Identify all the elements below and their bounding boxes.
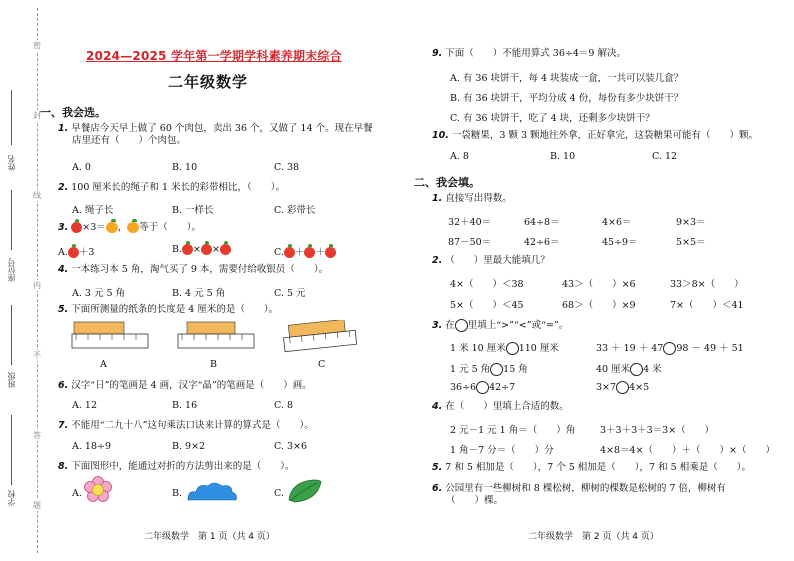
- compare-item[interactable]: 40 厘米 4 米: [596, 364, 662, 375]
- page-footer-2: 二年级数学 第 2 页（共 4 页）: [528, 532, 659, 542]
- calc-item[interactable]: 64÷8＝: [524, 217, 560, 228]
- apple-icon: [71, 222, 82, 233]
- leaf-icon: [287, 478, 323, 504]
- question-10: 10. 一袋糖果，3 颗 3 颗地往外拿，正好拿完，这袋糖果可能有（ ）颗。: [432, 130, 759, 141]
- q1-option-c[interactable]: C. 38: [274, 162, 300, 173]
- flower-icon: [84, 476, 112, 504]
- page-footer-1: 二年级数学 第 1 页（共 4 页）: [144, 532, 275, 542]
- q9-option-a[interactable]: A. 有 36 块饼干，每 4 块装成一盒，一共可以装几盒？: [450, 73, 684, 84]
- name-blank[interactable]: [11, 90, 12, 145]
- calc-item[interactable]: 32＋40＝: [448, 217, 492, 228]
- exam-subtitle: 二年级数学: [168, 73, 249, 91]
- fill-question-1: 1. 直接写出得数。: [432, 193, 512, 204]
- seal-char: 内: [33, 281, 41, 290]
- q7-option-b[interactable]: B. 9×2: [172, 441, 206, 452]
- apple-icon: [284, 247, 295, 258]
- question-1: 1. 早餐店今天早上做了 60 个肉包，卖出 36 个，又做了 14 个。现在早餐 店里还有（ ）个肉包。: [58, 123, 373, 146]
- inequality-item[interactable]: 5×（ ）＜45: [450, 300, 524, 311]
- compare-circle[interactable]: [506, 342, 519, 355]
- fill-item[interactable]: 1 角－7 分＝（ ）分: [450, 445, 554, 456]
- q4-option-c[interactable]: C. 5 元: [274, 288, 306, 299]
- ruler-c-figure: [282, 320, 356, 352]
- compare-circle-icon: [455, 319, 468, 332]
- seal-char: 线: [33, 191, 41, 200]
- cloud-icon: [184, 480, 240, 504]
- school-label: 学校: [7, 490, 16, 506]
- question-6: 6. 汉字“日”的笔画是 4 画，汉字“晶”的笔画是（ ）画。: [58, 380, 312, 391]
- question-2: 2. 100 厘米长的绳子和 1 米长的彩带相比，（ ）。: [58, 182, 286, 193]
- compare-item[interactable]: 1 米 10 厘米 110 厘米: [450, 343, 559, 354]
- q1-option-a[interactable]: A. 0: [72, 162, 91, 173]
- compare-item[interactable]: 36÷6 42÷7: [450, 382, 516, 393]
- class-blank[interactable]: [11, 305, 12, 365]
- q5-option-a[interactable]: A: [100, 359, 107, 370]
- apple-icon: [182, 244, 193, 255]
- fill-question-2: 2. （ ）里最大能填几？: [432, 255, 550, 266]
- seal-char: 封: [33, 111, 41, 120]
- seal-char: 题: [33, 501, 41, 510]
- q10-option-b[interactable]: B. 10: [550, 151, 576, 162]
- name-label: 姓名: [7, 155, 16, 171]
- q6-option-c[interactable]: C. 8: [274, 400, 294, 411]
- fill-item[interactable]: 3＋3＋3＋3＝3×（ ）: [600, 425, 715, 436]
- orange-icon: [106, 222, 118, 233]
- section-2-heading: 二、我会填。: [414, 176, 480, 189]
- question-5: 5. 下面所测量的纸条的长度是 4 厘米的是（ ）。: [58, 304, 279, 315]
- inequality-item[interactable]: 7×（ ）＜41: [670, 300, 744, 311]
- fill-item[interactable]: 4×8＝4×（ ）＋（ ）×（ ）: [600, 445, 776, 456]
- seal-char: 密: [33, 41, 41, 50]
- compare-circle[interactable]: [630, 363, 643, 376]
- q2-option-b[interactable]: B. 一样长: [172, 205, 214, 216]
- exam-title: 2024—2025 学年第一学期学科素养期末综合: [86, 49, 342, 63]
- orange-icon: [127, 222, 139, 233]
- calc-item[interactable]: 4×6＝: [602, 217, 632, 228]
- compare-circle[interactable]: [663, 342, 676, 355]
- q10-option-c[interactable]: C. 12: [652, 151, 678, 162]
- compare-circle[interactable]: [476, 381, 489, 394]
- school-blank[interactable]: [11, 415, 12, 485]
- q7-option-c[interactable]: C. 3×6: [274, 441, 308, 452]
- q2-option-c[interactable]: C. 彩带长: [274, 205, 316, 216]
- q3-option-c[interactable]: C. ＋ ＋: [274, 244, 336, 258]
- q8-option-c[interactable]: C.: [274, 488, 284, 499]
- question-4: 4. 一本练习本 5 角，淘气买了 9 本，需要付给收银员（ ）。: [58, 264, 329, 275]
- apple-icon: [325, 247, 336, 258]
- q3-option-b[interactable]: B. × ×: [172, 244, 231, 255]
- ruler-a-figure: [72, 322, 148, 348]
- calc-item[interactable]: 45÷9＝: [602, 237, 638, 248]
- question-3: 3. ×3＝ ， 等于（ ）。: [58, 222, 202, 233]
- q4-option-a[interactable]: A. 3 元 5 角: [72, 288, 126, 299]
- q1-option-b[interactable]: B. 10: [172, 162, 198, 173]
- fill-question-5: 5. 7 和 5 相加是（ ），7 个 5 相加是（ ），7 和 5 相乘是（ ）。: [432, 462, 751, 473]
- compare-item[interactable]: 1 元 5 角 15 角: [450, 364, 528, 375]
- calc-item[interactable]: 5×5＝: [676, 237, 706, 248]
- apple-icon: [68, 247, 79, 258]
- inequality-item[interactable]: 68＞（ ）×9: [562, 300, 636, 311]
- calc-item[interactable]: 42÷6＝: [524, 237, 560, 248]
- question-8: 8. 下面图形中，能通过对折的方法剪出来的是（ ）。: [58, 461, 295, 472]
- q4-option-b[interactable]: B. 4 元 5 角: [172, 288, 226, 299]
- fill-item[interactable]: 2 元－1 元 1 角＝（ ）角: [450, 425, 576, 436]
- q9-option-c[interactable]: C. 有 36 块饼干，吃了 4 块，还剩多少块饼干？: [450, 113, 655, 124]
- q9-option-b[interactable]: B. 有 36 块饼干，平均分成 4 份，每份有多少块饼干？: [450, 93, 684, 104]
- q10-option-a[interactable]: A. 8: [450, 151, 469, 162]
- question-7: 7. 不能用“二九十八”这句乘法口诀来计算的算式是（ ）。: [58, 420, 314, 431]
- seal-char: 答: [33, 431, 41, 440]
- binding-margin: [0, 0, 52, 561]
- q6-option-b[interactable]: B. 16: [172, 400, 198, 411]
- fill-question-6: 6. 公园里有一些柳树和 8 棵松树，柳树的棵数是松树的 7 倍，柳树有 （ ）棵。: [432, 483, 726, 506]
- section-1-heading: 一、我会选。: [40, 106, 106, 119]
- compare-circle[interactable]: [490, 363, 503, 376]
- inequality-item[interactable]: 4×（ ）＜38: [450, 279, 524, 290]
- apple-icon: [304, 247, 315, 258]
- ruler-figures: [70, 320, 360, 360]
- compare-item[interactable]: 33 ＋ 19 ＋ 47 98 － 49 ＋ 51: [596, 343, 744, 354]
- calc-item[interactable]: 9×3＝: [676, 217, 706, 228]
- compare-item[interactable]: 3×7 4×5: [596, 382, 650, 393]
- q5-option-b[interactable]: B: [210, 359, 217, 370]
- fill-question-3: 3. 在 里填上“>”“<”或“=”。: [432, 320, 569, 331]
- q6-option-a[interactable]: A. 12: [72, 400, 97, 411]
- q5-option-c[interactable]: C: [318, 359, 326, 370]
- question-9: 9. 下面（ ）不能用算式 36÷4＝9 解决。: [432, 48, 626, 59]
- q8-option-b[interactable]: B.: [172, 488, 183, 499]
- seal-char: 不: [33, 351, 41, 360]
- seat-blank[interactable]: [11, 190, 12, 250]
- seat-label: 座位号: [7, 258, 16, 282]
- q2-option-a[interactable]: A. 绳子长: [72, 205, 114, 216]
- apple-icon: [220, 244, 231, 255]
- ruler-b-figure: [178, 322, 254, 348]
- inequality-item[interactable]: 33＞8×（ ）: [670, 279, 744, 290]
- q7-option-a[interactable]: A. 18÷9: [72, 441, 111, 452]
- inequality-item[interactable]: 43＞（ ）×6: [562, 279, 636, 290]
- class-label: 班级: [7, 372, 16, 388]
- q3-option-a[interactable]: A. ＋3: [58, 247, 95, 258]
- calc-item[interactable]: 87－50＝: [448, 237, 492, 248]
- fill-question-4: 4. 在（ ）里填上合适的数。: [432, 401, 569, 412]
- compare-circle[interactable]: [616, 381, 629, 394]
- q8-option-a[interactable]: A.: [72, 488, 82, 499]
- apple-icon: [201, 244, 212, 255]
